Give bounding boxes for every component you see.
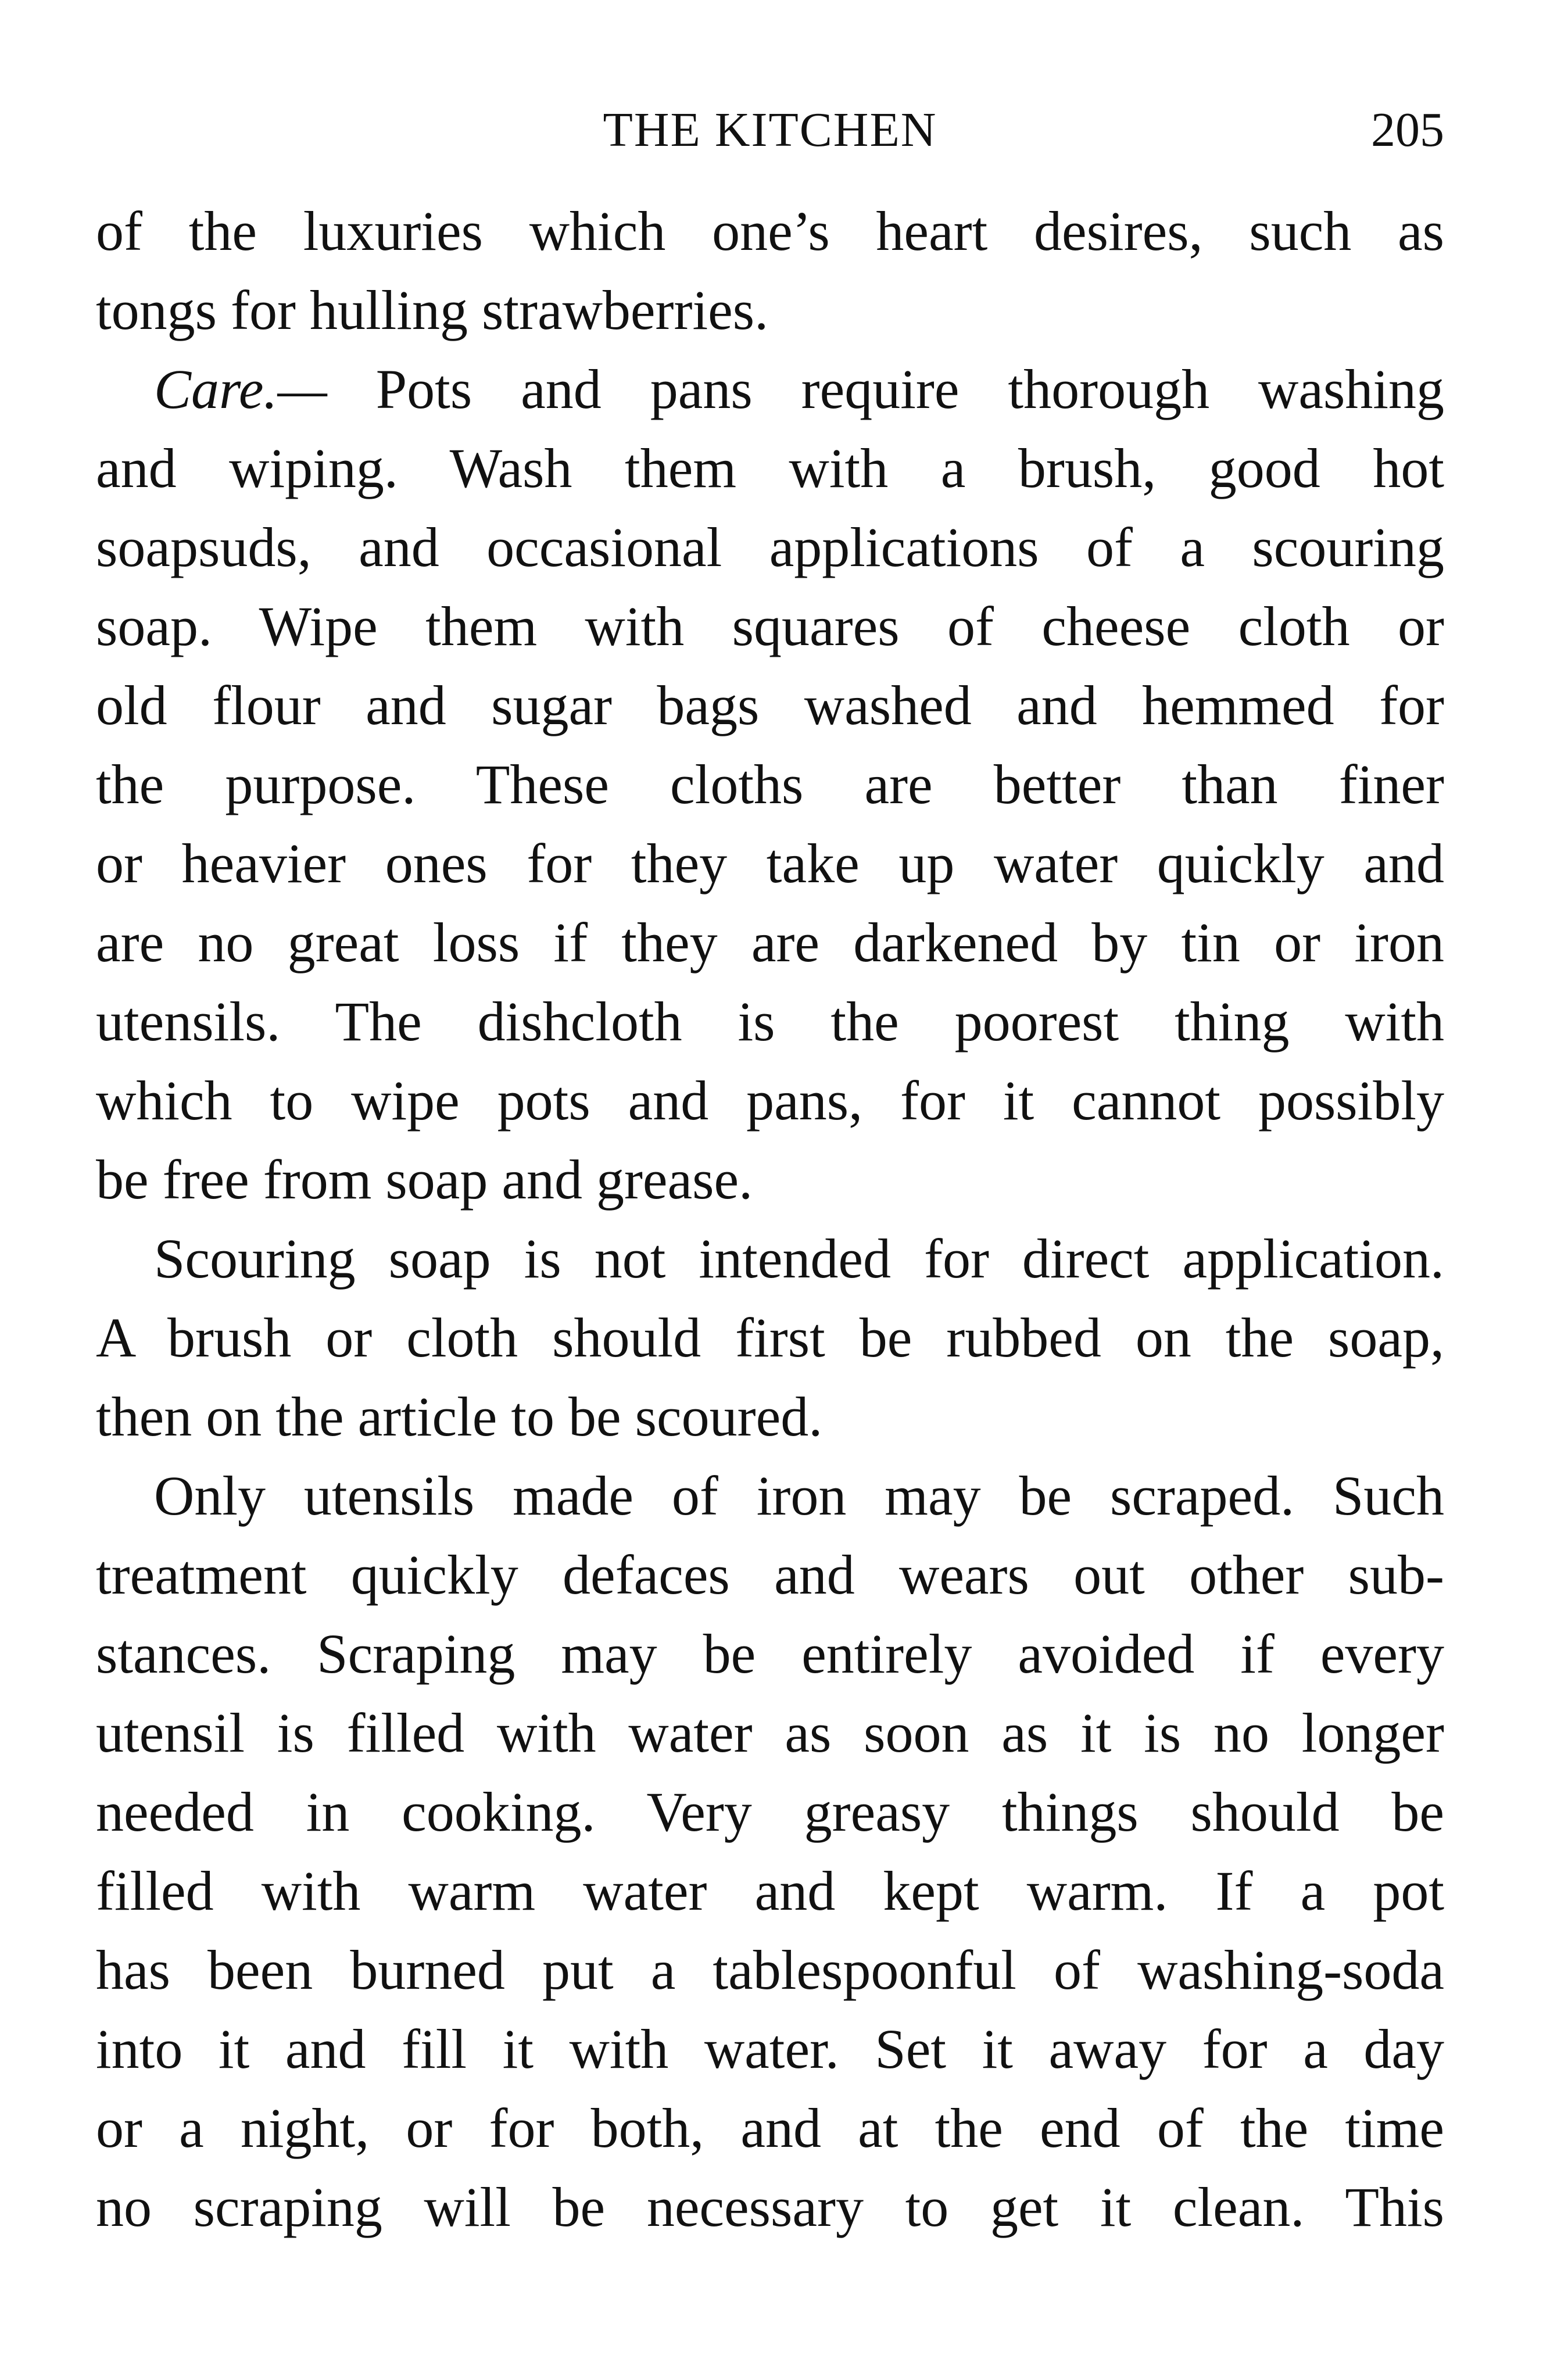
text-line: and wiping. Wash them with a brush, good hot bbox=[96, 437, 1444, 499]
text-line: Care.— Pots and pans require thorough washing bbox=[154, 358, 1444, 420]
text-line: Only utensils made of iron may be scraped. Such bbox=[154, 1465, 1444, 1527]
text-line: soapsuds, and occasional applications of a scouring bbox=[96, 516, 1444, 578]
text-line: no scraping will be necessary to get it clean. This bbox=[96, 2176, 1444, 2238]
page-number: 205 bbox=[1371, 103, 1444, 157]
text-line: old flour and sugar bags washed and hemmed for bbox=[96, 674, 1444, 736]
text-line: or heavier ones for they take up water quickly and bbox=[96, 832, 1444, 894]
text-line: which to wipe pots and pans, for it cannot possibly bbox=[96, 1069, 1444, 1132]
text-line: be free from soap and grease. bbox=[96, 1148, 753, 1211]
text-line: soap. Wipe them with squares of cheese cloth or bbox=[96, 595, 1444, 657]
text-line: or a night, or for both, and at the end of the time bbox=[96, 2097, 1444, 2159]
body-text bbox=[96, 192, 1444, 2247]
text-line: into it and fill it with water. Set it away for a day bbox=[96, 2018, 1444, 2080]
text-line: of the luxuries which one’s heart desires, such as bbox=[96, 200, 1444, 262]
text-line: Scouring soap is not intended for direct application. bbox=[154, 1227, 1444, 1290]
text-line: stances. Scraping may be entirely avoided if every bbox=[96, 1623, 1444, 1685]
text-line: utensil is filled with water as soon as it is no longer bbox=[96, 1702, 1444, 1764]
text-line: utensils. The dishcloth is the poorest thing with bbox=[96, 990, 1444, 1053]
running-head-title: THE KITCHEN bbox=[603, 103, 937, 157]
running-head bbox=[96, 102, 1444, 166]
text-line: tongs for hulling strawberries. bbox=[96, 279, 769, 341]
text-line: has been burned put a tablespoonful of washing-soda bbox=[96, 1939, 1444, 2001]
text-line: treatment quickly defaces and wears out other sub- bbox=[96, 1544, 1444, 1606]
text-line: needed in cooking. Very greasy things should be bbox=[96, 1781, 1444, 1843]
text-line: are no great loss if they are darkened by tin or iron bbox=[96, 911, 1444, 973]
text-line: filled with warm water and kept warm. If a pot bbox=[96, 1860, 1444, 1922]
text-line: A brush or cloth should first be rubbed on the soap, bbox=[96, 1306, 1444, 1369]
text-line: the purpose. These cloths are better than finer bbox=[96, 753, 1444, 815]
text-line: then on the article to be scoured. bbox=[96, 1386, 823, 1448]
